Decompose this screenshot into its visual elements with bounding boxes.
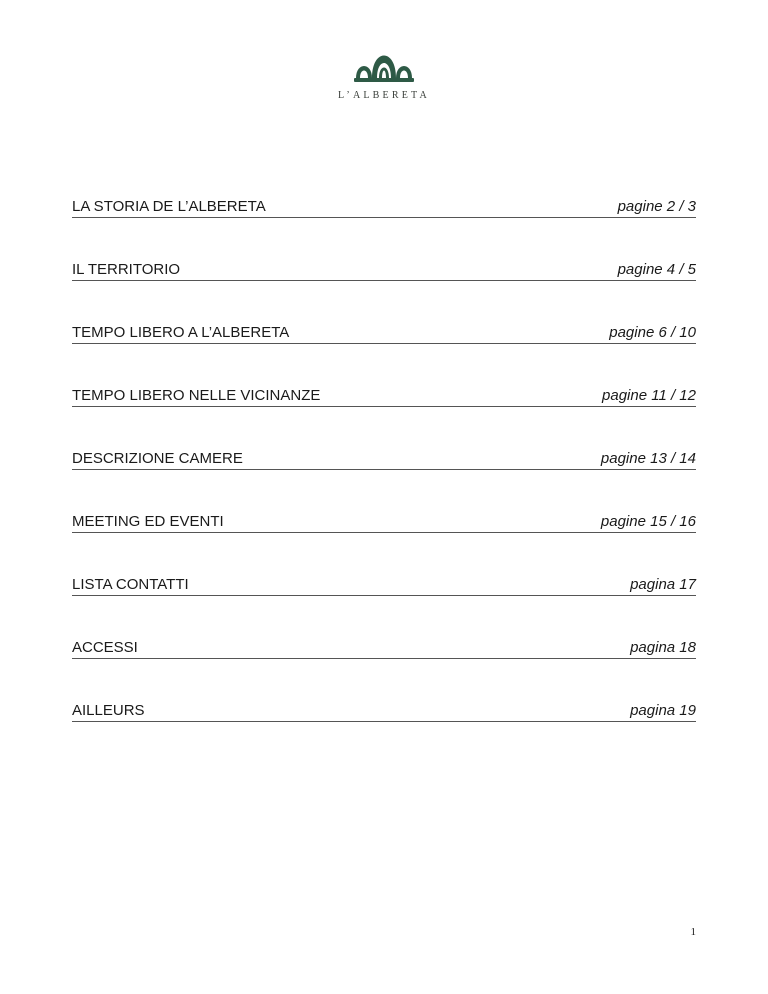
logo bbox=[332, 40, 436, 106]
toc-row bbox=[72, 449, 696, 470]
toc-title: AILLEURS bbox=[72, 702, 145, 719]
crown-arches-logo-icon bbox=[352, 40, 416, 84]
toc-title: TEMPO LIBERO NELLE VICINANZE bbox=[72, 387, 321, 404]
toc-title: ACCESSI bbox=[72, 639, 138, 656]
toc-title: DESCRIZIONE CAMERE bbox=[72, 450, 243, 467]
toc-row bbox=[72, 386, 696, 407]
toc-pages: pagine 15 / 16 bbox=[600, 513, 696, 530]
toc-pages: pagina 19 bbox=[630, 702, 696, 719]
page-number: 1 bbox=[690, 926, 696, 938]
logo-text: L’ALBERETA bbox=[338, 90, 430, 101]
toc-pages: pagine 6 / 10 bbox=[609, 324, 696, 341]
toc-title: TEMPO LIBERO A L’ALBERETA bbox=[72, 324, 290, 341]
toc-row bbox=[72, 575, 696, 596]
toc-row bbox=[72, 197, 696, 218]
toc-title: MEETING ED EVENTI bbox=[72, 513, 224, 530]
toc-row bbox=[72, 512, 696, 533]
toc-row bbox=[72, 260, 696, 281]
toc-pages: pagine 11 / 12 bbox=[602, 387, 696, 404]
toc-title: LISTA CONTATTI bbox=[72, 576, 189, 593]
toc-pages: pagine 13 / 14 bbox=[600, 450, 696, 467]
table-of-contents bbox=[72, 197, 696, 764]
toc-title: LA STORIA DE L’ALBERETA bbox=[72, 198, 266, 215]
toc-row bbox=[72, 701, 696, 722]
toc-row bbox=[72, 638, 696, 659]
toc-pages: pagina 18 bbox=[630, 639, 696, 656]
toc-row bbox=[72, 323, 696, 344]
toc-title: IL TERRITORIO bbox=[72, 261, 181, 278]
toc-pages: pagina 17 bbox=[630, 576, 696, 593]
toc-pages: pagine 2 / 3 bbox=[617, 198, 696, 215]
toc-pages: pagine 4 / 5 bbox=[617, 261, 696, 278]
